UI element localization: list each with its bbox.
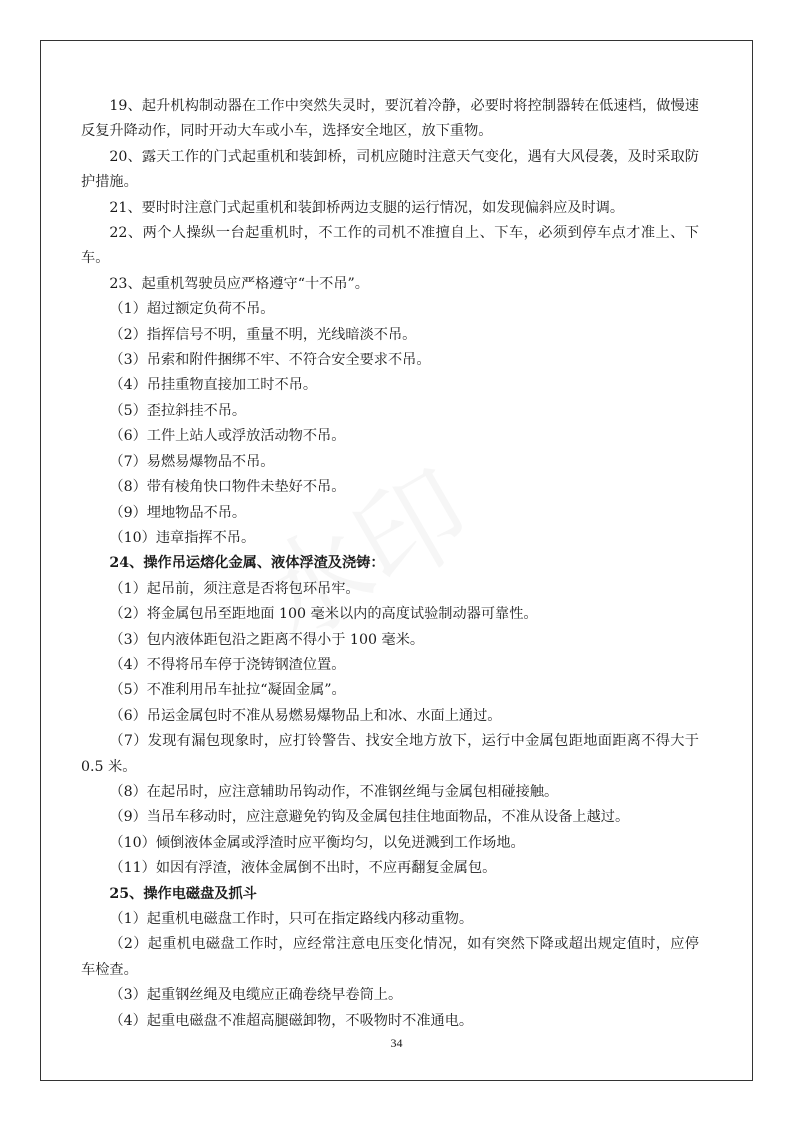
paragraph: （1）起重机电磁盘工作时，只可在指定路线内移动重物。 bbox=[109, 911, 474, 927]
paragraph: （5）歪拉斜挂不吊。 bbox=[109, 402, 247, 419]
paragraph: （1）起吊前，须注意是否将包环吊牢。 bbox=[109, 580, 360, 597]
section-heading: 25、操作电磁盘及抓斗 bbox=[109, 885, 257, 902]
paragraph: （7）易燃易爆物品不吊。 bbox=[109, 453, 275, 470]
paragraph: 21、要时时注意门式起重机和装卸桥两边支腿的运行情况，如发现偏斜应及时调。 bbox=[109, 199, 625, 216]
page-number: 34 bbox=[390, 1036, 403, 1050]
paragraph: （4）不得将吊车停于浇铸钢渣位置。 bbox=[109, 656, 346, 673]
paragraph: （11）如因有浮渣，液体金属倒不出时，不应再翻复金属包。 bbox=[109, 860, 497, 877]
paragraph: （8）带有棱角快口物件未垫好不吊。 bbox=[109, 479, 346, 496]
paragraph: （2）指挥信号不明，重量不明，光线暗淡不吊。 bbox=[109, 326, 417, 343]
paragraph: （9）当吊车移动时，应注意避免钓钩及金属包挂住地面物品，不准从设备上越过。 bbox=[109, 809, 630, 826]
document-body bbox=[81, 94, 699, 1034]
paragraph: （4）起重电磁盘不准超高腿磁卸物，不吸物时不准通电。 bbox=[109, 1012, 474, 1029]
paragraph: （3）包内液体距包沿之距离不得小于 100 毫米。 bbox=[109, 631, 425, 648]
paragraph: （2）起重机电磁盘工作时，应经常注意电压变化情况，如有突然下降或超出规定值时，应停车检查。 bbox=[81, 936, 699, 978]
paragraph: （10）违章指挥不吊。 bbox=[109, 529, 256, 546]
paragraph: （6）工件上站人或浮放活动物不吊。 bbox=[109, 428, 346, 445]
paragraph: （8）在起吊时，应注意辅助吊钩动作，不准钢丝绳与金属包相碰接触。 bbox=[109, 783, 559, 800]
paragraph: （9）埋地物品不吊。 bbox=[109, 504, 247, 521]
paragraph: （6）吊运金属包时不准从易燃易爆物品上和冰、水面上通过。 bbox=[109, 707, 502, 724]
paragraph: （5）不准利用吊车扯拉“凝固金属”。 bbox=[109, 682, 346, 699]
paragraph: （10）倾倒液体金属或浮渣时应平衡均匀，以免迸溅到工作场地。 bbox=[109, 834, 525, 851]
paragraph: （3）吊索和附件捆绑不牢、不符合安全要求不吊。 bbox=[109, 352, 431, 369]
paragraph: 23、起重机驾驶员应严格遵守“十不吊”。 bbox=[109, 275, 369, 292]
paragraph: 20、露天工作的门式起重机和装卸桥，司机应随时注意天气变化，遇有大风侵袭，及时采取防护措施。 bbox=[81, 148, 699, 191]
paragraph: 19、起升机构制动器在工作中突然失灵时，要沉着冷静，必要时将控制器转在低速档，做慢速反复升降动作，同时开动大车或小车，选择安全地区，放下重物。 bbox=[81, 98, 699, 140]
paragraph: （7）发现有漏包现象时，应打铃警告、找安全地方放下，运行中金属包距地面距离不得大于 0.5 米。 bbox=[81, 733, 699, 775]
paragraph: 22、两个人操纵一台起重机时，不工作的司机不准擅自上、下车，必须到停车点才准上、下车。 bbox=[81, 225, 699, 267]
paragraph: （3）起重钢丝绳及电缆应正确卷绕早卷筒上。 bbox=[109, 987, 403, 1004]
section-heading: 24、操作吊运熔化金属、液体浮渣及浇铸： bbox=[109, 555, 385, 572]
paragraph: （1）超过额定负荷不吊。 bbox=[109, 301, 275, 318]
paragraph: （4）吊挂重物直接加工时不吊。 bbox=[109, 377, 318, 394]
paragraph: （2）将金属包吊至距地面 100 毫米以内的高度试验制动器可靠性。 bbox=[109, 606, 538, 623]
